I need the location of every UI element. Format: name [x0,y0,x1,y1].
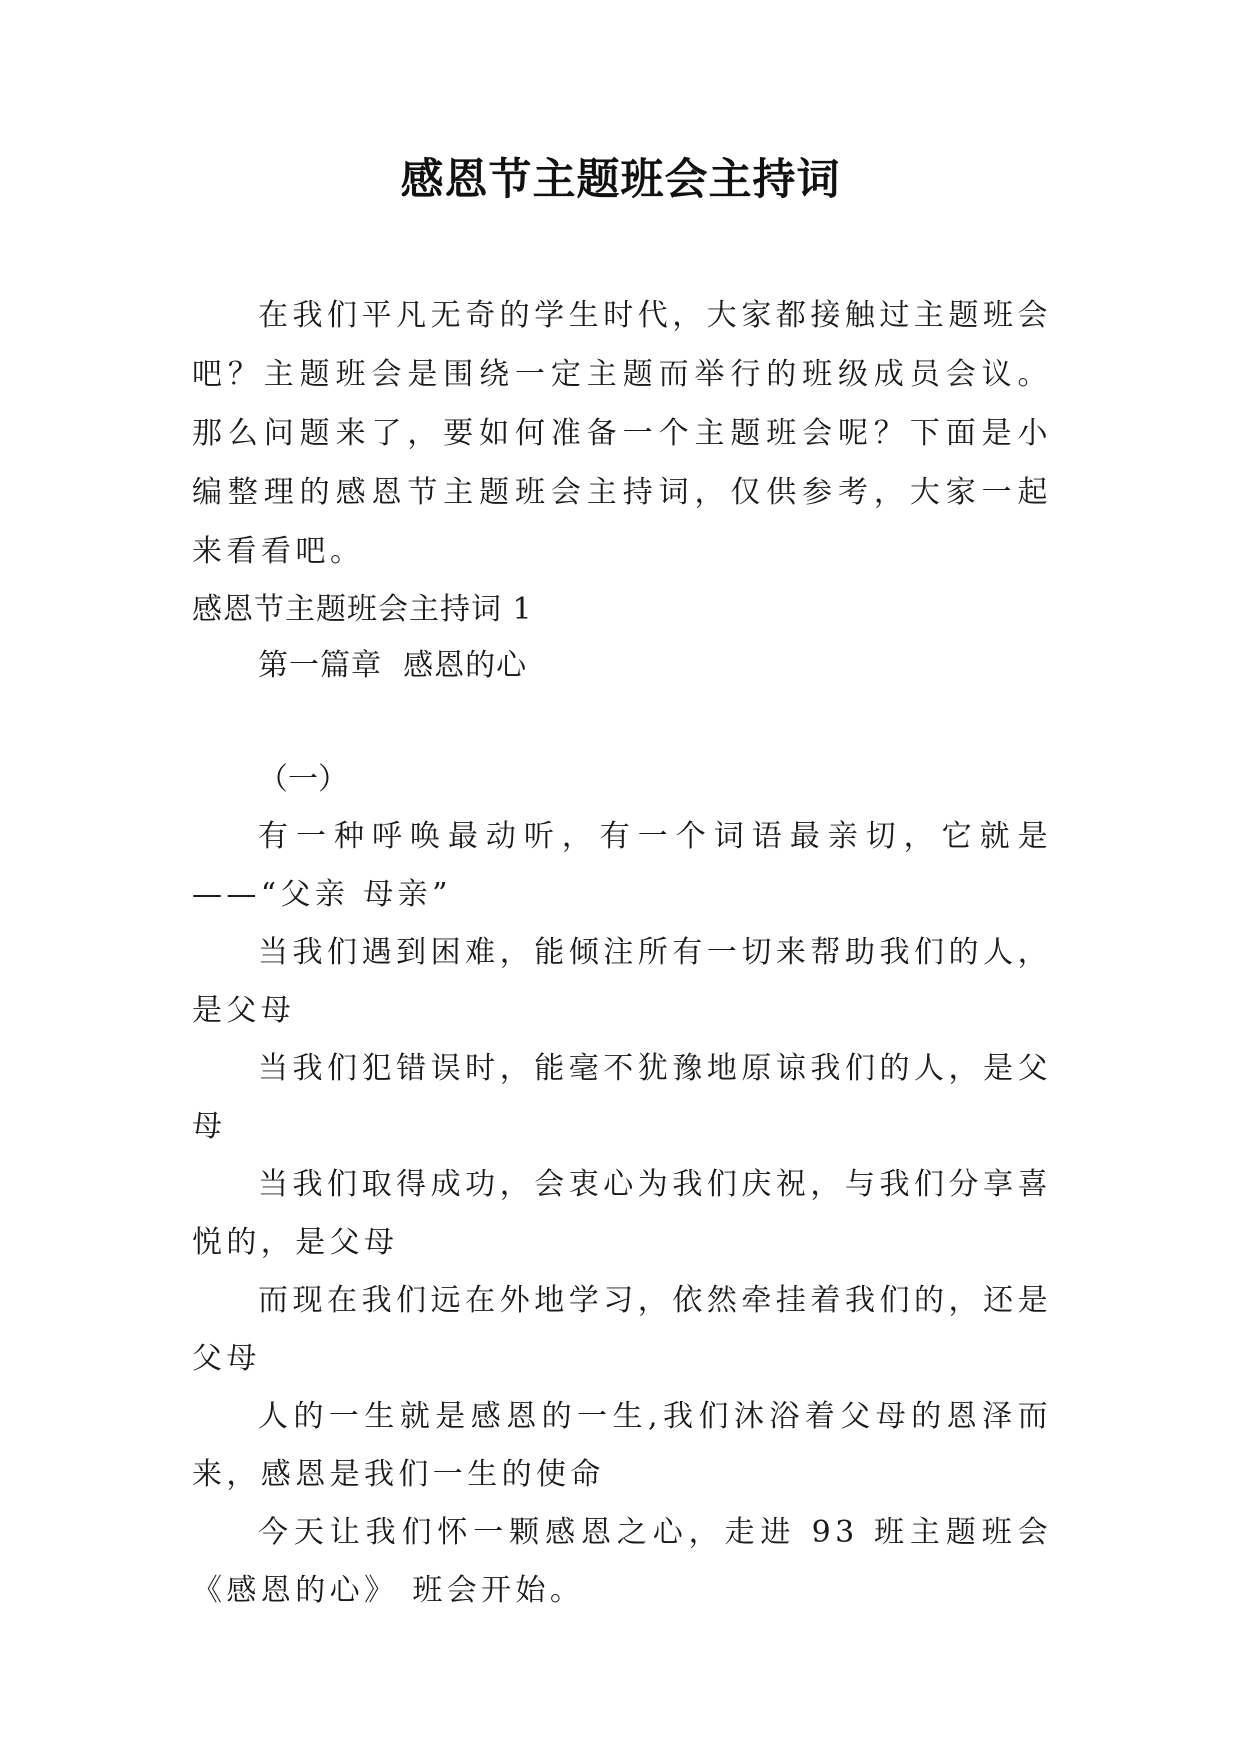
section-number: （一） [258,762,348,797]
body-text [192,808,1052,1620]
intro-paragraph [192,286,1052,581]
body-paragraph: 当我们遇到困难，能倾注所有一切来帮助我们的人，是父母 [192,935,1052,1028]
chapter-heading: 第一篇章 感恩的心 [258,648,528,683]
body-paragraph: 而现在我们远在外地学习，依然牵挂着我们的，还是父母 [192,1283,1052,1376]
body-paragraph: 人的一生就是感恩的一生,我们沐浴着父母的恩泽而来，感恩是我们一生的使命 [192,1399,1052,1492]
body-paragraph: 当我们取得成功，会衷心为我们庆祝，与我们分享喜悦的，是父母 [192,1167,1052,1260]
body-paragraph: 今天让我们怀一颗感恩之心，走进 93 班主题班会《感恩的心》 班会开始。 [192,1515,1052,1608]
body-paragraph: 有一种呼唤最动听，有一个词语最亲切，它就是——“父亲 母亲” [192,819,1052,912]
section-heading: 感恩节主题班会主持词 1 [192,592,533,627]
intro-text: 在我们平凡无奇的学生时代，大家都接触过主题班会吧？主题班会是围绕一定主题而举行的班级成员会议。那么问题来了，要如何准备一个主题班会呢？下面是小编整理的感恩节主题班会主持词，仅供参考，大家一起来看看吧。 [192,298,1052,569]
document-title: 感恩节主题班会主持词 [400,155,841,205]
body-paragraph: 当我们犯错误时，能毫不犹豫地原谅我们的人，是父母 [192,1051,1052,1144]
